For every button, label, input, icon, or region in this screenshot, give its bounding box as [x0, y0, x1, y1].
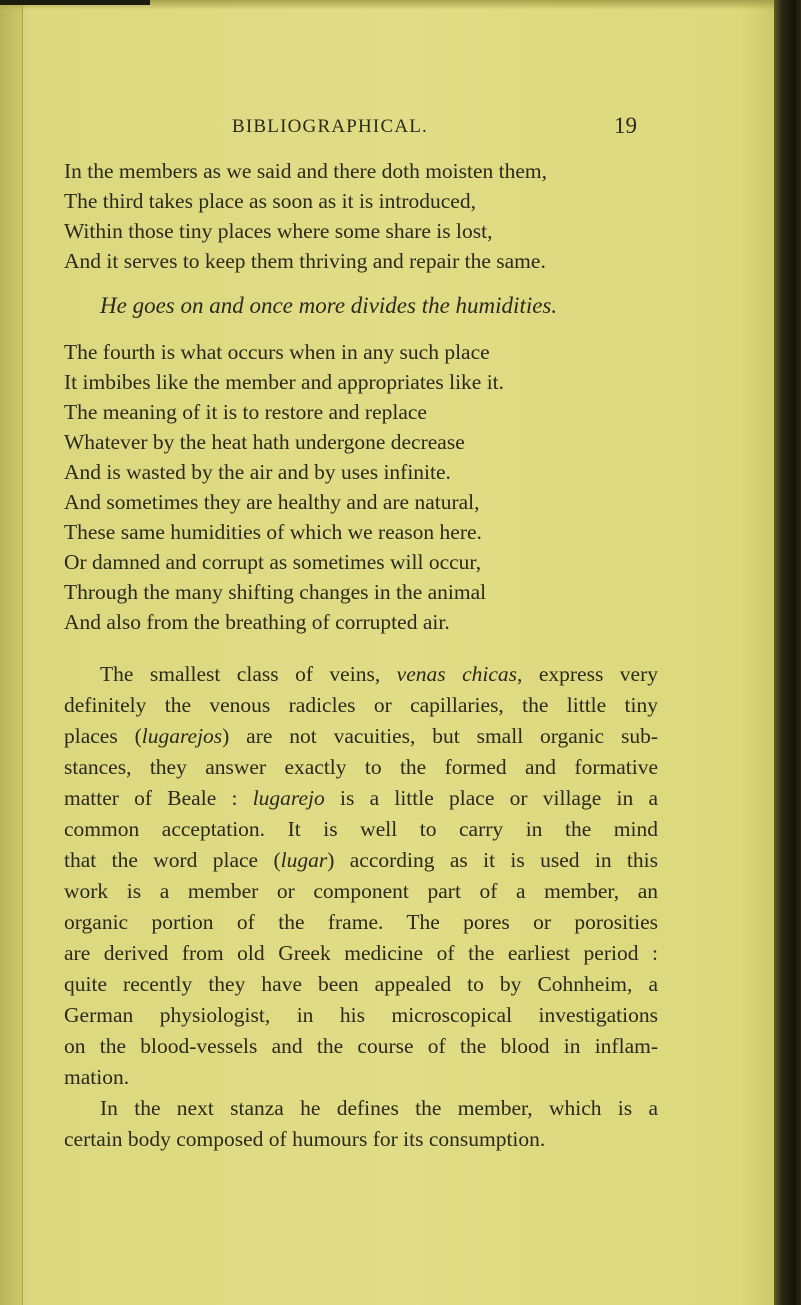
prose-text: The smallest class of veins, [100, 662, 397, 686]
prose-text: , express very [517, 662, 658, 686]
italic-term: lugar [280, 848, 328, 872]
prose-line: definitely the venous radicles or capillaries, the little tiny [64, 693, 658, 717]
verse-line: And it serves to keep them thriving and repair the same. [64, 249, 546, 273]
running-head-title: BIBLIOGRAPHICAL. [232, 116, 429, 137]
verse-line: These same humidities of which we reason here. [64, 520, 482, 544]
verse-line: The fourth is what occurs when in any such place [64, 340, 490, 364]
prose-line: In the next stanza he defines the member, which is a [100, 1096, 658, 1120]
prose-text: places ( [64, 724, 142, 748]
prose-text: matter of Beale : [64, 786, 253, 810]
prose-line: stances, they answer exactly to the formed and formative [64, 755, 658, 779]
prose-line: are derived from old Greek medicine of the earliest period : [64, 941, 658, 965]
italic-term: lugarejo [252, 786, 325, 810]
verse-line: Through the many shifting changes in the animal [64, 580, 487, 604]
prose-text: ) are not vacuities, but small organic sub- [222, 724, 658, 748]
prose-line [64, 848, 658, 873]
page-left-edge [0, 0, 23, 1305]
prose-line: common acceptation. It is well to carry in the mind [64, 817, 658, 841]
italic-term: lugarejos [141, 724, 223, 748]
prose-line: quite recently they have been appealed to by Cohnheim, a [64, 972, 658, 996]
verse-line: The third takes place as soon as it is introduced, [64, 189, 476, 213]
verse-line: Within those tiny places where some share is lost, [64, 219, 493, 243]
verse-line: Whatever by the heat hath undergone decrease [64, 430, 465, 454]
prose-line: German physiologist, in his microscopical investigations [64, 1003, 658, 1027]
verse-line: It imbibes like the member and appropriates like it. [64, 370, 505, 394]
verse-line: And sometimes they are healthy and are natural, [64, 490, 480, 514]
prose-line [64, 724, 658, 749]
prose-text: is a little place or village in a [324, 786, 658, 810]
prose-text: ) according as it is used in this [327, 848, 658, 872]
verse-line: The meaning of it is to restore and replace [64, 400, 427, 424]
prose-line: on the blood-vessels and the course of the blood in inflam- [64, 1034, 658, 1058]
prose-text: that the word place ( [64, 848, 281, 872]
prose-line: organic portion of the frame. The pores or porosities [64, 910, 658, 934]
verse-line: And is wasted by the air and by uses infinite. [64, 460, 451, 484]
italic-term: venas chicas [396, 662, 517, 686]
prose-line: certain body composed of humours for its consumption. [64, 1127, 546, 1151]
prose-line [100, 662, 658, 687]
prose-line [64, 786, 658, 811]
verse-line: In the members as we said and there doth moisten them, [64, 159, 548, 183]
verse-line: Or damned and corrupt as sometimes will occur, [64, 550, 482, 574]
running-head [0, 113, 801, 146]
prose-line: work is a member or component part of a member, an [64, 879, 658, 903]
verse-line: And also from the breathing of corrupted air. [64, 610, 450, 634]
page-number: 19 [614, 113, 637, 138]
prose-line: mation. [64, 1065, 130, 1089]
book-spine [774, 0, 801, 1305]
stanza-heading: He goes on and once more divides the humidities. [100, 293, 558, 318]
page-top-mark [0, 0, 150, 5]
